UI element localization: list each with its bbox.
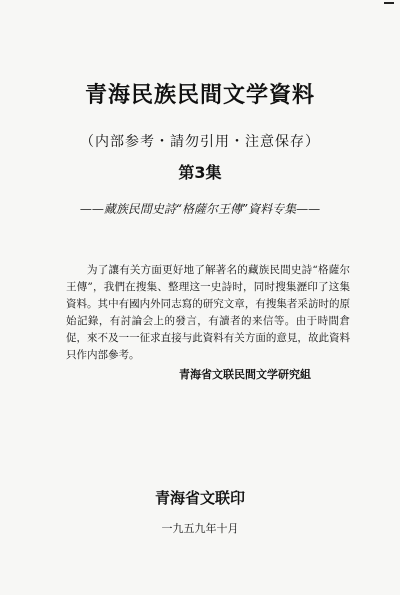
preface-paragraph: 为了讓有关方面更好地了解著名的藏族民間史詩“格薩尔王傳”，我們在搜集、整理这一史詩时，同时搜集瀝印了这集資料。其中有國内外同志寫的研究文章，有搜集者采訪时的原始記錄，有討論会上的發言，有讀者的来信等。由于時間倉促，來不及一一征求直接与此資料有关方面的意見，故此資料只作内部參考。 bbox=[66, 264, 350, 361]
document-subtitle: （内部参考・請勿引用・注意保存） bbox=[80, 134, 320, 150]
corner-mark bbox=[384, 2, 394, 4]
special-collection-heading: ——藏族民間史詩“格薩尔王傳”資料专集—— bbox=[79, 202, 321, 216]
volume-number: 第3集 bbox=[178, 163, 222, 182]
publication-date: 一九五九年十月 bbox=[161, 522, 239, 535]
organization-signature: 青海省文联民間文学研究組 bbox=[179, 368, 311, 381]
publisher: 青海省文联印 bbox=[154, 489, 245, 507]
document-title: 青海民族民間文学資料 bbox=[84, 83, 315, 108]
